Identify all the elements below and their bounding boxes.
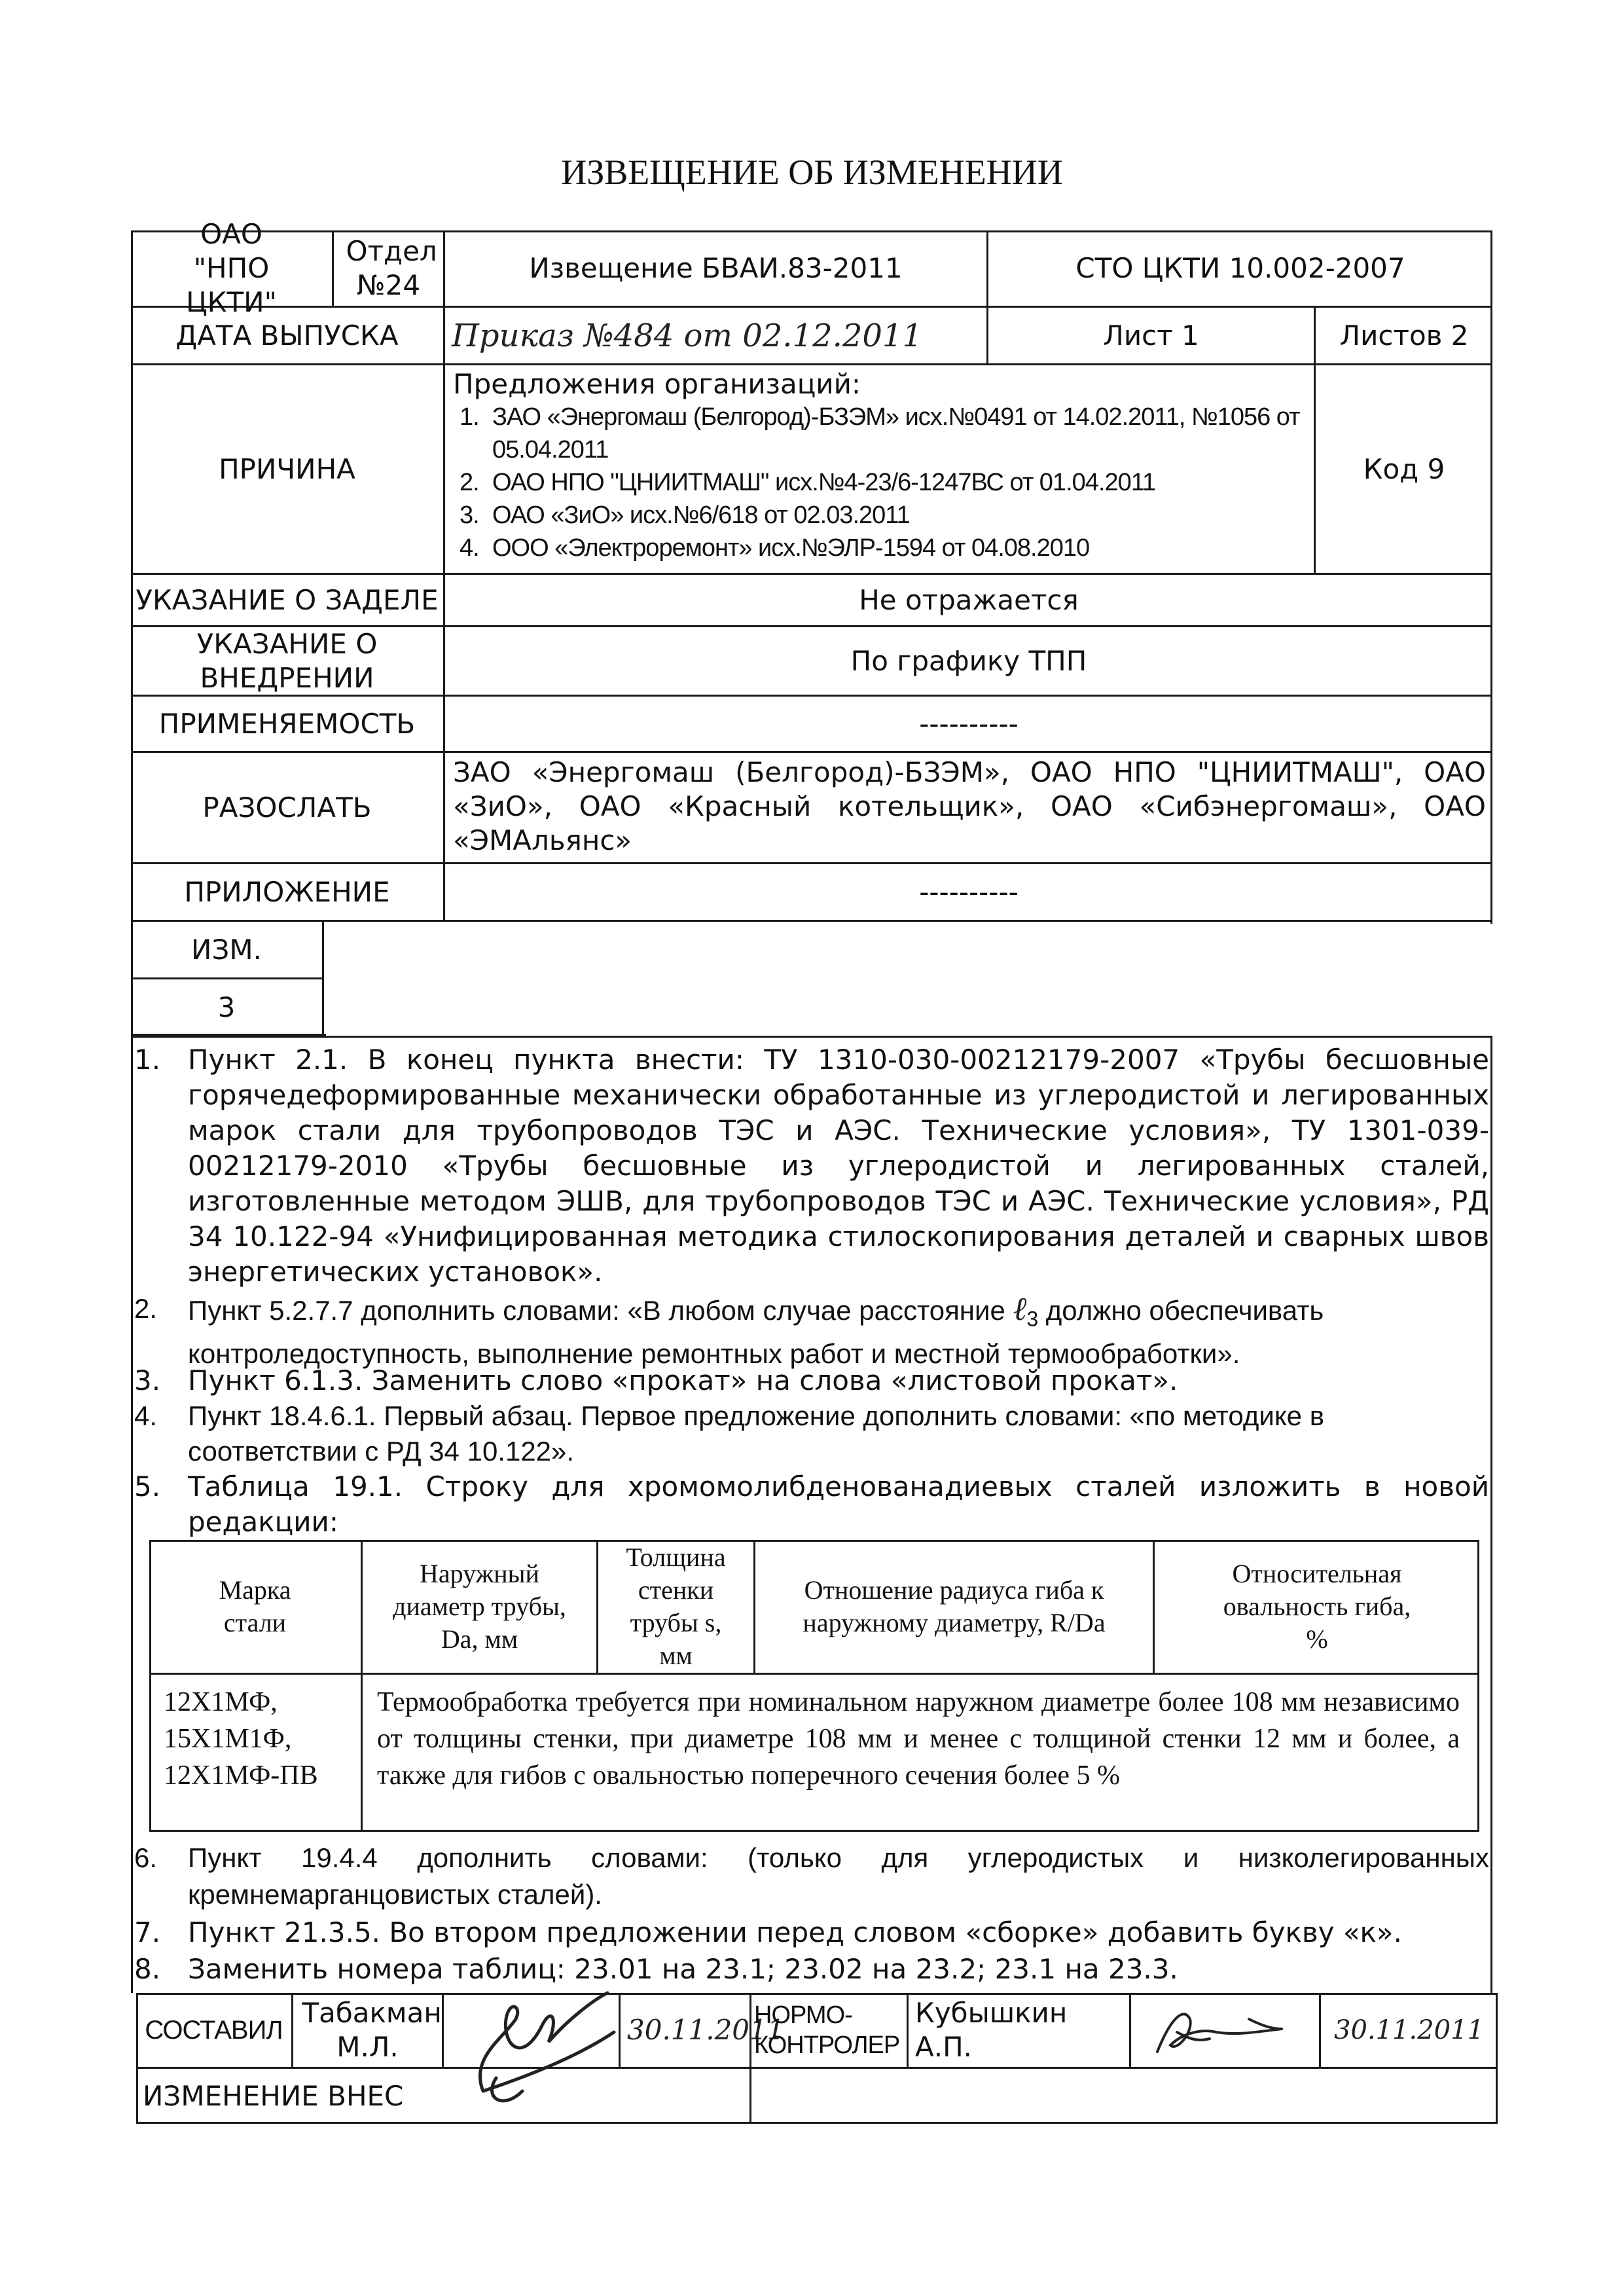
norm-date-cell: [1321, 1993, 1498, 2069]
change-text: Пункт 6.1.3. Заменить слово «прокат» на слова «листовой прокат».: [188, 1364, 1178, 1396]
change-text: Таблица 19.1. Строку для хромомолибденованадиевых сталей изложить в новой редакции:: [188, 1470, 1489, 1538]
implement-label: УКАЗАНИЕ О ВНЕДРЕНИИ: [196, 627, 378, 694]
compiled-name-cell: [293, 1993, 444, 2069]
standard-code: СТО ЦКТИ 10.002-2007: [1075, 251, 1405, 284]
steel-grade: 12Х1МФ-ПВ: [164, 1760, 318, 1791]
rev-value-cell: [131, 979, 324, 1036]
norm-label-cell: [751, 1993, 909, 2069]
th-ovality-label: Относительная овальность гиба, %: [1223, 1558, 1411, 1654]
applic-value-cell: [445, 697, 1492, 753]
compiled-signature-cell: [444, 1993, 621, 2069]
backlog-value: Не отражается: [859, 583, 1079, 616]
applic-label: ПРИМЕНЯЕМОСТЬ: [158, 707, 416, 740]
change-num: 6.: [134, 1842, 158, 1873]
change-text-part: Пункт 5.2.7.7 дополнить словами: «В любом случае расстояние: [188, 1295, 1013, 1326]
compiled-label-cell: [136, 1993, 293, 2069]
reason-item-text: ЗАО «Энергомаш (Белгород)-БЗЭМ» исх.№0491 от 14.02.2011, №1056 от 05.04.2011: [492, 403, 1300, 464]
reason-item-num: 3.: [460, 501, 479, 529]
org-name: ОАО "НПО ЦКТИ": [186, 217, 277, 318]
norm-name-cell: [909, 1993, 1131, 2069]
reason-item: [453, 532, 1308, 564]
issue-date-value-cell: [445, 308, 988, 365]
table-bottom-gap: [326, 924, 1494, 1038]
td-note: [363, 1675, 1479, 1832]
length-subscript: 3: [1026, 1307, 1039, 1331]
sheet-cell: [988, 308, 1316, 365]
rev-value: 3: [217, 991, 236, 1023]
reason-item-text: ОАО «ЗиО» исх.№6/618 от 02.03.2011: [492, 501, 910, 529]
compiled-date-cell: [621, 1993, 785, 2069]
reason-code-cell: [1316, 365, 1492, 575]
reason-item-num: 4.: [460, 534, 479, 562]
reason-item: [453, 466, 1308, 499]
reason-content: [445, 365, 1316, 575]
changed-label: ИЗМЕНЕНИЕ ВНЕС: [143, 2080, 404, 2112]
reason-list: [453, 401, 1308, 564]
reason-item-text: ООО «Электроремонт» исх.№ЭЛР-1594 от 04.08.2010: [492, 534, 1090, 562]
dept-cell: [334, 230, 445, 308]
norm-date: 30.11.2011: [1334, 2014, 1485, 2045]
norm-signature-cell: [1131, 1993, 1321, 2069]
applic-label-cell: [131, 697, 445, 753]
changed-label-cell: [136, 2069, 751, 2124]
rev-label: ИЗМ.: [191, 933, 262, 966]
send-label-cell: [131, 753, 445, 864]
backlog-label: УКАЗАНИЕ О ЗАДЕЛЕ: [135, 583, 439, 616]
applic-value: ----------: [919, 707, 1019, 740]
change-num: 8.: [134, 1953, 161, 1985]
reason-item-num: 2.: [460, 469, 479, 496]
implement-value: По графику ТПП: [850, 644, 1087, 677]
reason-item: [453, 499, 1308, 532]
issue-date-label-cell: [131, 308, 445, 365]
appendix-label: ПРИЛОЖЕНИЕ: [184, 875, 390, 908]
change-num: 7.: [134, 1916, 161, 1948]
change-num: 5.: [134, 1470, 161, 1503]
th-thickness-label: Толщина стенки трубы s, мм: [626, 1542, 726, 1670]
issue-date-label: ДАТА ВЫПУСКА: [175, 319, 399, 352]
change-item: [134, 1363, 1489, 1398]
change-item: [134, 1398, 1489, 1469]
change-num: 4.: [134, 1400, 158, 1431]
rev-label-cell: [131, 922, 324, 979]
send-value-cell: [445, 753, 1492, 864]
change-text: [188, 1291, 1489, 1372]
change-item: [134, 1291, 1489, 1372]
change-text: Пункт 19.4.4 дополнить словами: (только для углеродистых и низколегированных кремнемарганцовистых сталей).: [188, 1842, 1489, 1910]
reason-code: Код 9: [1363, 452, 1445, 485]
td-grade: [149, 1675, 363, 1832]
change-item: [134, 1914, 1489, 1951]
change-item: [134, 1951, 1489, 1988]
compiled-label: СОСТАВИЛ: [145, 2015, 283, 2045]
change-num: 2.: [134, 1293, 158, 1324]
th-thickness: [598, 1540, 755, 1675]
heat-treatment-note: Термообработка требуется при номинальном наружном диаметре более 108 мм независимо от толщины стенки, при диаметре 108 мм и менее с толщиной стенки 12 мм и более, а также для гибов с овальностью поперечного сечения более 5 %: [377, 1687, 1460, 1791]
norm-name: Кубышкин А.П.: [915, 1996, 1068, 2063]
th-diameter-label: Наружный диаметр трубы, Da, мм: [393, 1558, 566, 1654]
backlog-label-cell: [131, 575, 445, 627]
appendix-value: ----------: [919, 875, 1019, 908]
change-item: [134, 1840, 1489, 1913]
send-label: РАЗОСЛАТЬ: [202, 791, 372, 824]
sheets-cell: [1316, 308, 1492, 365]
reason-item: [453, 401, 1308, 466]
backlog-value-cell: [445, 575, 1492, 627]
appendix-value-cell: [445, 864, 1492, 922]
standard-cell: [988, 230, 1492, 308]
th-ovality: [1155, 1540, 1479, 1675]
signature-icon: [1131, 1993, 1321, 2069]
compiled-date: 30.11.2011: [627, 2013, 785, 2046]
dept-name: Отдел №24: [346, 234, 437, 301]
reason-label-cell: [131, 365, 445, 575]
compiled-name: Табакман М.Л.: [302, 1996, 442, 2063]
issue-date-handwritten: Приказ №484 от 02.12.2011: [452, 317, 923, 354]
reason-label: ПРИЧИНА: [219, 452, 355, 485]
change-text: Заменить номера таблиц: 23.01 на 23.1; 23.02 на 23.2; 23.1 на 23.3.: [188, 1953, 1178, 1985]
notice-cell: [445, 230, 988, 308]
change-text: Пункт 2.1. В конец пункта внести: ТУ 1310-030-00212179-2007 «Трубы бесшовные горячедеформированные механически обработанные из углеродистой и легированных марок стали для трубопроводов ТЭС и АЭС. Технические условия», ТУ 1301-039-00212179-2010 «Трубы бесшовные из углеродистой и легированных сталей, изготовленные методом ЭШВ, для трубопроводов ТЭС и АЭС. Технические условия», РД 34 10.122-94 «Унифицированная методика стилоскопирования деталей и сварных швов энергетических установок».: [188, 1044, 1489, 1288]
reason-item-text: ОАО НПО "ЦНИИТМАШ" исх.№4-23/6-1247ВС от 01.04.2011: [492, 469, 1156, 496]
length-symbol: ℓ: [1013, 1290, 1027, 1328]
th-grade: [149, 1540, 363, 1675]
sheet-number: Лист 1: [1103, 319, 1199, 352]
page-title: ИЗВЕЩЕНИЕ ОБ ИЗМЕНЕНИИ: [561, 153, 1063, 192]
steel-grade: 15Х1М1Ф,: [164, 1724, 292, 1754]
appendix-label-cell: [131, 864, 445, 922]
change-text: Пункт 21.3.5. Во втором предложении перед словом «сборке» добавить букву «к».: [188, 1916, 1402, 1948]
send-value: ЗАО «Энергомаш (Белгород)-БЗЭМ», ОАО НПО "ЦНИИТМАШ", ОАО «ЗиО», ОАО «Красный котельщик», ОАО «Сибэнергомаш», ОАО «ЭМАльянс»: [453, 756, 1486, 856]
th-radius: [755, 1540, 1155, 1675]
reason-item-num: 1.: [460, 403, 479, 431]
th-diameter: [363, 1540, 598, 1675]
th-grade-label: Марка стали: [219, 1575, 291, 1637]
change-num: 3.: [134, 1364, 161, 1396]
change-text-part: должно обеспечивать контроледоступность, выполнение ремонтных работ и местной термообработки».: [188, 1295, 1324, 1370]
change-text: Пункт 18.4.6.1. Первый абзац. Первое предложение дополнить словами: «по методике в соответствии с РД 34 10.122».: [188, 1400, 1325, 1467]
implement-label-cell: [131, 627, 445, 697]
change-item: [134, 1042, 1489, 1290]
th-radius-label: Отношение радиуса гиба к наружному диаметру, R/Da: [803, 1575, 1106, 1637]
notice-number: Извещение БВАИ.83-2011: [529, 251, 903, 284]
org-cell: [131, 217, 334, 318]
implement-value-cell: [445, 627, 1492, 697]
sheets-total: Листов 2: [1339, 319, 1469, 352]
steel-grade: 12Х1МФ,: [164, 1687, 278, 1717]
norm-label: НОРМО-КОНТРОЛЕР: [754, 2001, 900, 2059]
change-num: 1.: [134, 1044, 161, 1076]
reason-heading: Предложения организаций:: [453, 368, 861, 400]
change-item: [134, 1469, 1489, 1540]
